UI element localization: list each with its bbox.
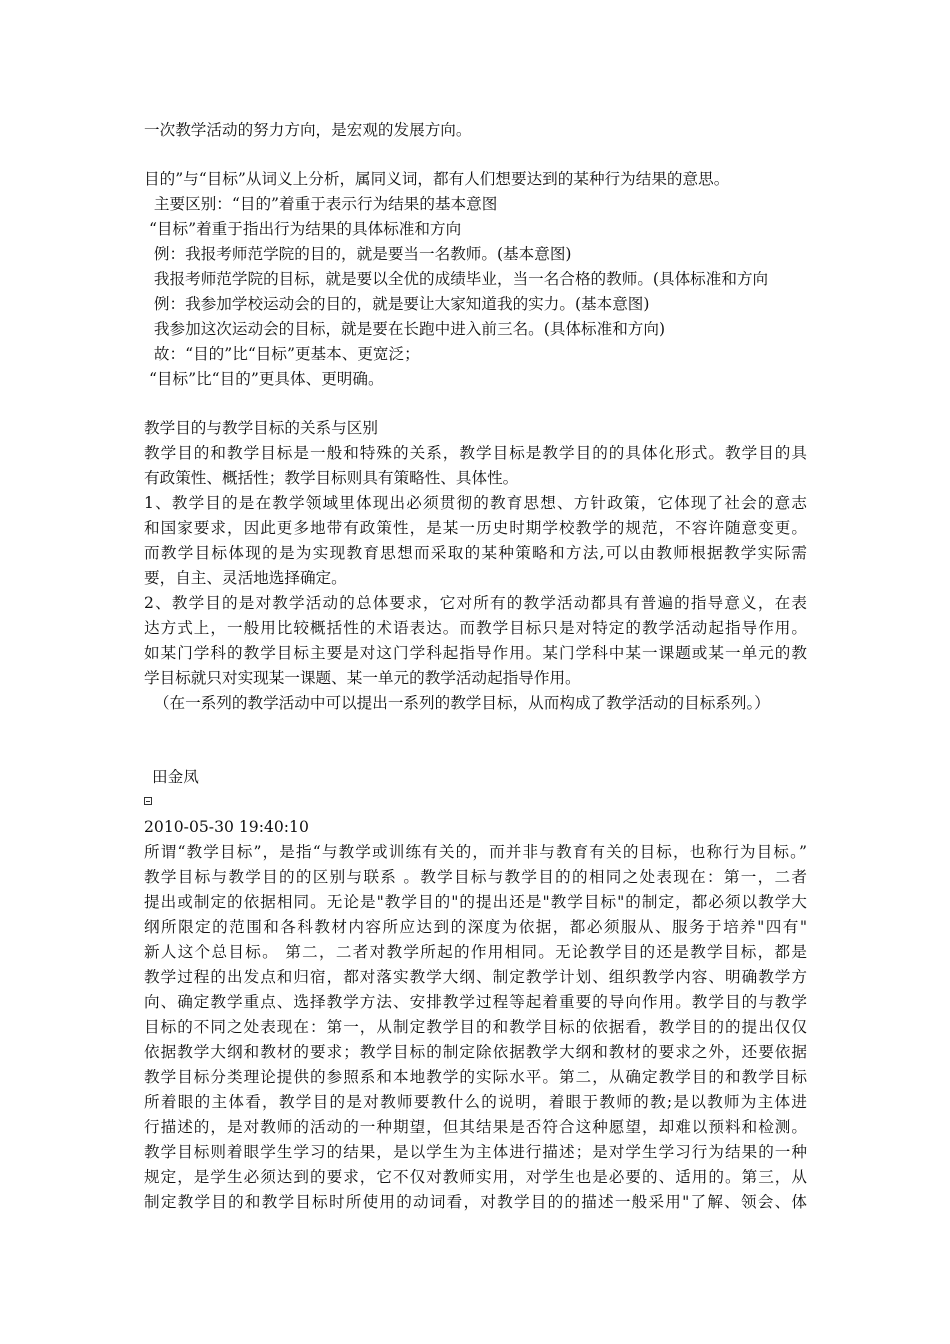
post-line-text: 制定教学目的和教学目标时所使用的动词看，对教学目的的描述一般采用"了解、领会、体 xyxy=(144,1193,807,1211)
post-line xyxy=(144,840,807,865)
post-line xyxy=(144,1090,807,1115)
section-heading: 教学目的与教学目标的关系与区别 xyxy=(144,419,378,437)
definition-line: 我参加这次运动会的目标，就是要在长跑中进入前三名。(具体标准和方向) xyxy=(144,320,666,338)
post-line-text: 所着眼的主体看，教学目的是对教师要教什么的说明，着眼于教师的教;是以教师为主体进 xyxy=(144,1093,807,1111)
post-line-text: 教学目标分类理论提供的参照系和本地教学的实际水平。第二，从确定教学目的和教学目标 xyxy=(144,1068,807,1086)
post-line-text: 所谓“教学目标”，是指“与教学或训练有关的，而并非与教育有关的目标，也称行为目标。” xyxy=(144,843,807,861)
paragraph-line-text: 达方式上，一般用比较概括性的术语表达。而教学目标只是对特定的教学活动起指导作用。 xyxy=(144,619,807,637)
post-line-text: 纲所限定的范围和各科教材内容所应达到的深度为依据，都必须服从、服务于培养"四有" xyxy=(144,918,807,936)
post-line xyxy=(144,1115,807,1140)
paragraph-line xyxy=(144,541,807,566)
post-line-text: 教学目标则着眼学生学习的结果，是以学生为主体进行描述；是对学生学习行为结果的一种 xyxy=(144,1143,807,1161)
post-line xyxy=(144,1140,807,1165)
post-timestamp: 2010-05-30 19:40:10 xyxy=(144,818,309,836)
post-author: 田金凤 xyxy=(152,768,199,786)
post-line xyxy=(144,1015,807,1040)
definition-line: 例：我报考师范学院的目的，就是要当一名教师。(基本意图) xyxy=(144,245,572,263)
post-line-text: 教学目标与教学目的的区别与联系 。教学目标与教学目的的相同之处表现在：第一，二者 xyxy=(144,868,807,886)
definition-line: “目标”比“目的”更具体、更明确。 xyxy=(144,370,384,388)
post-line xyxy=(144,865,807,890)
post-line xyxy=(144,990,807,1015)
paragraph-line-text: 如某门学科的教学目标主要是对这门学科起指导作用。某门学科中某一课题或某一单元的教 xyxy=(144,644,807,662)
post-line xyxy=(144,890,807,915)
definition-line: 我报考师范学院的目标，就是要以全优的成绩毕业，当一名合格的教师。(具体标准和方向 xyxy=(144,270,769,288)
paragraph-line-text: 而教学目标体现的是为实现教育思想而采取的某种策略和方法,可以由教师根据教学实际需 xyxy=(144,544,807,562)
paragraph-line xyxy=(144,616,807,641)
post-line-text: 新人这个总目标。 第二，二者对教学所起的作用相同。无论教学目的还是教学目标，都是 xyxy=(144,943,807,961)
post-line xyxy=(144,1040,807,1065)
paragraph-line-text: 教学目的和教学目标是一般和特殊的关系，教学目标是教学目的的具体化形式。教学目的具 xyxy=(144,444,807,462)
paragraph-line: 有政策性、概括性；教学目标则具有策略性、具体性。 xyxy=(144,469,519,487)
paragraph-line-text: 2、教学目的是对教学活动的总体要求，它对所有的教学活动都具有普遍的指导意义，在表 xyxy=(144,594,807,612)
paragraph-line-text: 1、教学目的是在教学领域里体现出必须贯彻的教育思想、方针政策，它体现了社会的意志 xyxy=(144,494,807,512)
post-line-text: 规定，是学生必须达到的要求，它不仅对教师实用，对学生也是必要的、适用的。第三，从 xyxy=(144,1168,807,1186)
post-line xyxy=(144,965,807,990)
paragraph-line xyxy=(144,591,807,616)
definition-line: 故：“目的”比“目标”更基本、更宽泛； xyxy=(144,345,420,363)
paragraph-line xyxy=(144,441,807,466)
intro-line: 一次教学活动的努力方向，是宏观的发展方向。 xyxy=(144,121,472,139)
paragraph-line-text: 和国家要求，因此更多地带有政策性，是某一历史时期学校教学的规范，不容许随意变更。 xyxy=(144,519,807,537)
definition-line: 例：我参加学校运动会的目的，就是要让大家知道我的实力。(基本意图) xyxy=(144,295,650,313)
post-line-text: 目标的不同之处表现在：第一，从制定教学目的和教学目标的依据看，教学目的的提出仅仅 xyxy=(144,1018,807,1036)
paragraph-line xyxy=(144,491,807,516)
post-line-text: 依据教学大纲和教材的要求；教学目标的制定除依据教学大纲和教材的要求之外，还要依据 xyxy=(144,1043,807,1061)
definition-line: “目标”着重于指出行为结果的具体标准和方向 xyxy=(144,220,462,238)
paragraph-line: 学目标就只对实现某一课题、某一单元的教学活动起指导作用。 xyxy=(144,669,581,687)
paragraph-line xyxy=(144,641,807,666)
post-line xyxy=(144,1165,807,1190)
definition-line: 目的”与“目标”从词义上分析，属同义词，都有人们想要达到的某种行为结果的意思。 xyxy=(144,170,730,188)
post-line xyxy=(144,940,807,965)
collapse-icon[interactable] xyxy=(144,797,152,805)
post-line-text: 行描述的，是对教师的活动的一种期望，但其结果是否符合这种愿望，却难以预料和检测。 xyxy=(144,1118,807,1136)
paragraph-line xyxy=(144,516,807,541)
post-line xyxy=(144,1065,807,1090)
post-line-text: 教学过程的出发点和归宿，都对落实教学大纲、制定教学计划、组织教学内容、明确教学方 xyxy=(144,968,807,986)
post-line xyxy=(144,1190,807,1215)
post-line-text: 向、确定教学重点、选择教学方法、安排教学过程等起着重要的导向作用。教学目的与教学 xyxy=(144,993,807,1011)
post-line-text: 提出或制定的依据相同。无论是"教学目的"的提出还是"教学目标"的制定，都必须以教学大 xyxy=(144,893,807,911)
paragraph-line: （在一系列的教学活动中可以提出一系列的教学目标，从而构成了教学活动的目标系列。） xyxy=(144,694,770,712)
post-line xyxy=(144,915,807,940)
paragraph-line: 要，自主、灵活地选择确定。 xyxy=(144,569,347,587)
definition-line: 主要区别：“目的”着重于表示行为结果的基本意图 xyxy=(144,195,498,213)
